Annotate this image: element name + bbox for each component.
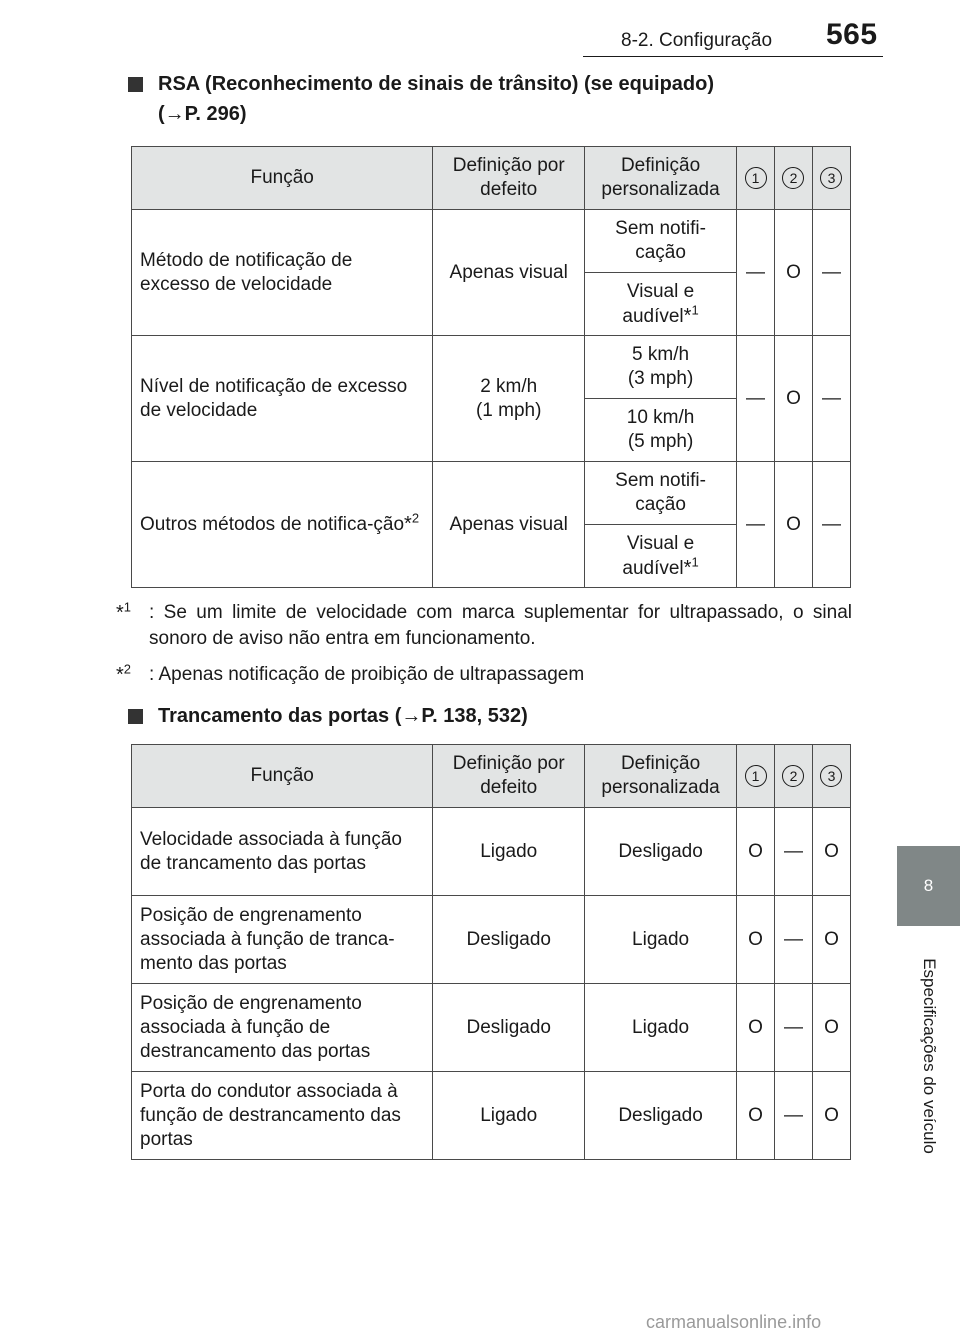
custom-cell: Desligado (585, 808, 737, 896)
header-col-1 (737, 147, 775, 210)
footnote-mark: *$^2$ (116, 661, 132, 686)
chapter-label-text: Especificações do veículo (919, 958, 939, 1154)
custom-line: (5 mph) (627, 431, 694, 452)
table-row (132, 1072, 851, 1160)
mark-cell: O (737, 984, 775, 1072)
circled-two-icon: 2 (782, 167, 804, 189)
table-header-row (132, 745, 851, 808)
function-text: Outros métodos de notifica-ção (140, 514, 405, 535)
circled-one-icon: 1 (745, 167, 767, 189)
mark-cell: O (812, 896, 850, 984)
default-line: (1 mph) (475, 399, 542, 421)
mark-cell: — (737, 210, 775, 336)
asterisk: * (683, 556, 692, 579)
mark-cell: O (812, 1072, 850, 1160)
footnote-text: : Se um limite de velocidade com marca suplementar for ultrapassado, o sinal sonoro de aviso não entra em funcionamento. (149, 602, 852, 649)
mark-cell: O (812, 808, 850, 896)
default-cell: Apenas visual (433, 462, 585, 588)
custom-cell: Desligado (585, 1072, 737, 1160)
function-cell: Método de notificação de excesso de velocidade (132, 210, 433, 336)
function-cell: Nível de notificação de excesso de velocidade (132, 336, 433, 462)
custom-cell (585, 336, 737, 399)
header-col-1 (737, 745, 775, 808)
default-cell: Ligado (433, 808, 585, 896)
header-custom: Definição personalizada (585, 147, 737, 210)
function-cell: Porta do condutor associada à função de destrancamento das portas (132, 1072, 433, 1160)
header-custom: Definição personalizada (585, 745, 737, 808)
section-heading-door-locking (130, 701, 852, 731)
mark-cell: O (737, 808, 775, 896)
default-line: 2 km/h (480, 375, 538, 397)
custom-cell: Sem notifi-cação (585, 462, 737, 525)
side-margin (897, 0, 960, 846)
mark-cell: — (812, 462, 850, 588)
custom-cell (585, 525, 737, 588)
footnote-mark: *$^1$ (116, 599, 132, 624)
table-row (132, 336, 851, 399)
bullet-square-icon (128, 77, 143, 92)
table-header-row (132, 147, 851, 210)
mark-cell: — (775, 984, 813, 1072)
asterisk: * (683, 304, 692, 327)
header-col-3 (812, 147, 850, 210)
section-title[interactable]: Trancamento das portas (→P. 138, 532) (158, 705, 528, 727)
chapter-label (897, 926, 960, 1186)
mark-cell: — (812, 210, 850, 336)
bullet-square-icon (128, 709, 143, 724)
header-function: Função (132, 147, 433, 210)
footnote-1 (116, 600, 852, 652)
footnote-ref: 1 (691, 554, 699, 570)
custom-text: Visual e audível (622, 532, 695, 579)
mark-cell: — (812, 336, 850, 462)
section-heading-rsa (130, 69, 852, 129)
mark-cell: O (775, 210, 813, 336)
circled-three-icon: 3 (820, 167, 842, 189)
function-cell: Posição de engrenamento associada à função de tranca-mento das portas (132, 896, 433, 984)
mark-cell: O (812, 984, 850, 1072)
footnote-2 (116, 662, 852, 688)
mark-cell: O (775, 462, 813, 588)
mark-cell: — (775, 808, 813, 896)
custom-cell: Ligado (585, 984, 737, 1072)
default-cell: Desligado (433, 896, 585, 984)
custom-cell (585, 273, 737, 336)
custom-text: Visual e audível (622, 280, 695, 327)
section-title-line1: RSA (Reconhecimento de sinais de trânsito) (se equipado) (158, 73, 715, 95)
circled-two-icon: 2 (782, 765, 804, 787)
page-number: 565 (826, 18, 878, 51)
custom-line: 5 km/h (632, 344, 690, 365)
mark-cell: O (737, 1072, 775, 1160)
custom-line: (3 mph) (627, 368, 694, 389)
table-row (132, 896, 851, 984)
footnote-text: : Apenas notificação de proibição de ultrapassagem (149, 664, 585, 685)
mark-cell: — (737, 462, 775, 588)
function-cell: Posição de engrenamento associada à função de destrancamento das portas (132, 984, 433, 1072)
mark-cell: — (737, 336, 775, 462)
mark-cell: O (737, 896, 775, 984)
header-col-3 (812, 745, 850, 808)
table-row (132, 808, 851, 896)
default-cell (433, 336, 585, 462)
mark-cell: — (775, 1072, 813, 1160)
section-title-line2[interactable]: (→P. 296) (158, 103, 247, 125)
function-cell: Velocidade associada à função de trancamento das portas (132, 808, 433, 896)
header-col-2 (775, 147, 813, 210)
header-default: Definição por defeito (433, 147, 585, 210)
circled-three-icon: 3 (820, 765, 842, 787)
custom-line: 10 km/h (626, 407, 695, 428)
chapter-tab[interactable]: 8 (897, 846, 960, 926)
table-row (132, 210, 851, 273)
table-row (132, 462, 851, 525)
mark-cell: — (775, 896, 813, 984)
default-cell: Apenas visual (433, 210, 585, 336)
footnote-ref: 1 (691, 302, 699, 318)
section-header: 8-2. Configuração (621, 30, 773, 51)
custom-cell: Ligado (585, 896, 737, 984)
asterisk: * (404, 513, 412, 535)
header-col-2 (775, 745, 813, 808)
table-row (132, 984, 851, 1072)
door-locking-table (131, 744, 851, 1160)
header-default: Definição por defeito (433, 745, 585, 808)
default-cell: Ligado (433, 1072, 585, 1160)
default-cell: Desligado (433, 984, 585, 1072)
mark-cell: O (775, 336, 813, 462)
function-cell (132, 462, 433, 588)
header-function: Função (132, 745, 433, 808)
header-rule (583, 56, 883, 57)
custom-cell (585, 399, 737, 462)
circled-one-icon: 1 (745, 765, 767, 787)
footnote-ref: 2 (411, 510, 420, 526)
watermark: carmanualsonline.info (646, 1312, 822, 1332)
custom-cell: Sem notifi-cação (585, 210, 737, 273)
rsa-settings-table (131, 146, 851, 588)
